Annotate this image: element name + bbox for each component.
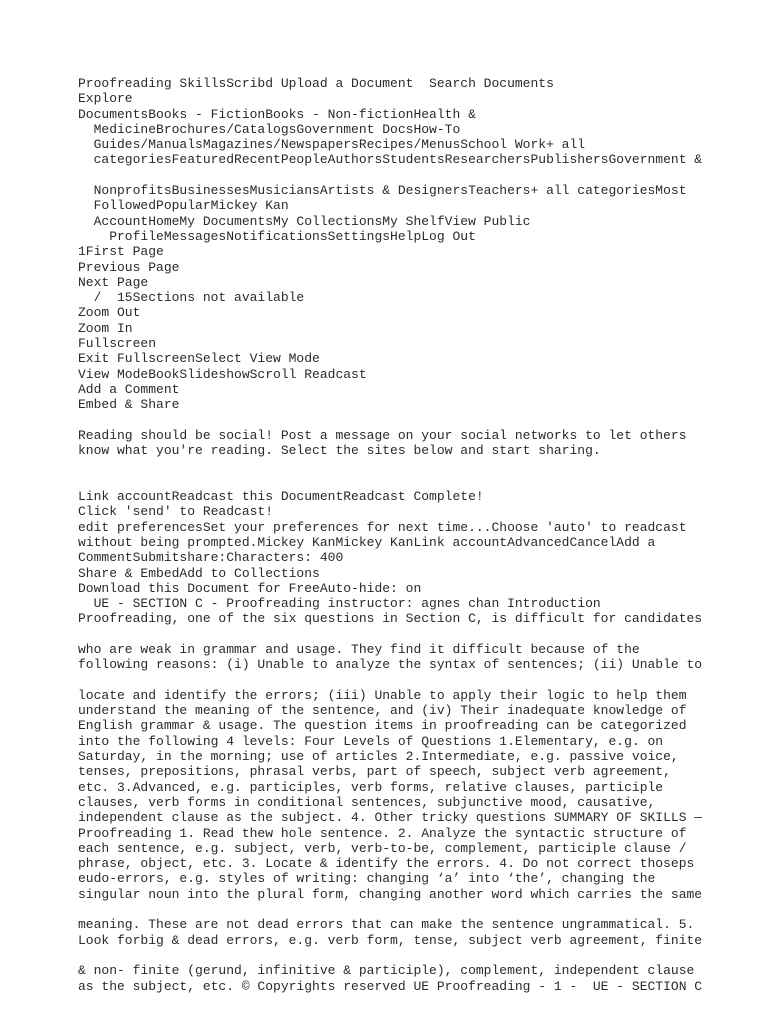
- document-text-line: Look forbig & dead errors, e.g. verb form, tense, subject verb agreement, finite: [78, 932, 703, 948]
- document-text-line: understand the meaning of the sentence, and (iv) Their inadequate knowledge of: [78, 703, 687, 719]
- account-menu-line-1[interactable]: FollowedPopularMickey Kan: [78, 198, 289, 214]
- share-embed-collections-line[interactable]: Share & EmbedAdd to Collections: [78, 565, 320, 581]
- categories-menu-line-2[interactable]: MedicineBrochures/CatalogsGovernment DocsHow-To: [78, 121, 461, 137]
- document-text-line: locate and identify the errors; (iii) Unable to apply their logic to help them: [78, 687, 687, 703]
- zoom-in-button[interactable]: Zoom In: [78, 320, 133, 336]
- zoom-out-button[interactable]: Zoom Out: [78, 305, 141, 321]
- readcast-line-5[interactable]: CommentSubmitshare:Characters: 400: [78, 550, 344, 566]
- readcast-line-4[interactable]: without being prompted.Mickey KanMickey KanLink accountAdvancedCancelAdd a: [78, 534, 656, 550]
- fullscreen-button[interactable]: Fullscreen: [78, 336, 157, 352]
- categories-menu-line-5[interactable]: NonprofitsBusinessesMusiciansArtists & DesignersTeachers+ all categoriesMost: [78, 183, 687, 199]
- document-text-line: tenses, prepositions, phrasal verbs, part of speech, subject verb agreement,: [78, 764, 671, 780]
- document-page: [78, 76, 768, 994]
- document-text-line: etc. 3.Advanced, e.g. participles, verb forms, relative clauses, participle: [78, 779, 664, 795]
- spacer: [78, 413, 768, 428]
- download-document-line[interactable]: Download this Document for FreeAuto-hide: on: [78, 580, 422, 596]
- categories-menu-line-3[interactable]: Guides/ManualsMagazines/NewspapersRecipes/MenusSchool Work+ all: [78, 137, 586, 153]
- document-text-line: & non- finite (gerund, infinitive & participle), complement, independent clause: [78, 963, 695, 979]
- document-text-line: following reasons: (i) Unable to analyze the syntax of sentences; (ii) Unable to: [78, 657, 703, 673]
- readcast-line-1[interactable]: Link accountReadcast this DocumentReadcast Complete!: [78, 489, 484, 505]
- document-text-line: singular noun into the plural form, changing another word which carries the same: [78, 886, 703, 902]
- spacer: [78, 474, 768, 489]
- document-text-line: Proofreading 1. Read thew hole sentence. 2. Analyze the syntactic structure of: [78, 825, 687, 841]
- account-menu-line-3[interactable]: ProfileMessagesNotificationsSettingsHelpLog Out: [78, 228, 476, 244]
- spacer: [78, 458, 768, 473]
- document-text-line: each sentence, e.g. subject, verb, verb-to-be, complement, participle clause /: [78, 840, 687, 856]
- readcast-line-2: Click 'send' to Readcast!: [78, 504, 274, 520]
- account-menu-line-2[interactable]: AccountHomeMy DocumentsMy CollectionsMy ShelfView Public: [78, 213, 531, 229]
- document-text-line: independent clause as the subject. 4. Other tricky questions SUMMARY OF SKILLS —: [78, 810, 703, 826]
- categories-menu-line-4[interactable]: categoriesFeaturedRecentPeopleAuthorsStudentsResearchersPublishersGovernment &: [78, 152, 703, 168]
- embed-share-button[interactable]: Embed & Share: [78, 397, 180, 413]
- readcast-line-3[interactable]: edit preferencesSet your preferences for next time...Choose 'auto' to readcast: [78, 519, 687, 535]
- document-text-line: eudo-errors, e.g. styles of writing: changing ‘a’ into ‘the’, changing the: [78, 871, 656, 887]
- document-text-line: clauses, verb forms in conditional sentences, subjunctive mood, causative,: [78, 794, 656, 810]
- exit-fullscreen-button[interactable]: Exit FullscreenSelect View Mode: [78, 351, 320, 367]
- categories-menu-line-1[interactable]: DocumentsBooks - FictionBooks - Non-fictionHealth &: [78, 106, 476, 122]
- spacer: [78, 627, 768, 642]
- spacer: [78, 948, 768, 963]
- spacer: [78, 673, 768, 688]
- header-bar[interactable]: Proofreading SkillsScribd Upload a Document Search Documents: [78, 76, 554, 91]
- document-text-line: English grammar & usage. The question items in proofreading can be categorized: [78, 718, 687, 734]
- document-text-line: meaning. These are not dead errors that can make the sentence ungrammatical. 5.: [78, 917, 695, 933]
- view-mode-menu[interactable]: View ModeBookSlideshowScroll Readcast: [78, 366, 367, 382]
- spacer: [78, 902, 768, 917]
- document-text-line: Saturday, in the morning; use of articles 2.Intermediate, e.g. passive voice,: [78, 749, 679, 765]
- document-text-line: who are weak in grammar and usage. They find it difficult because of the: [78, 641, 640, 657]
- social-message-line-2: know what you're reading. Select the sites below and start sharing.: [78, 443, 601, 459]
- document-text-line: into the following 4 levels: Four Levels of Questions 1.Elementary, e.g. on: [78, 733, 664, 749]
- previous-page-button[interactable]: Previous Page: [78, 259, 180, 275]
- spacer: [78, 168, 768, 183]
- page-count-label: / 15Sections not available: [78, 290, 305, 306]
- document-text-line: UE - SECTION C - Proofreading instructor: agnes chan Introduction: [78, 596, 601, 612]
- document-text-line: phrase, object, etc. 3. Locate & identify the errors. 4. Do not correct thoseps: [78, 856, 695, 872]
- first-page-button[interactable]: 1First Page: [78, 244, 164, 260]
- explore-link[interactable]: Explore: [78, 91, 133, 107]
- document-text-line: Proofreading, one of the six questions in Section C, is difficult for candidates: [78, 611, 703, 627]
- next-page-button[interactable]: Next Page: [78, 274, 149, 290]
- document-text-line: as the subject, etc. © Copyrights reserved UE Proofreading - 1 - UE - SECTION C: [78, 978, 703, 994]
- add-comment-button[interactable]: Add a Comment: [78, 381, 180, 397]
- social-message-line-1: Reading should be social! Post a message on your social networks to let others: [78, 427, 687, 443]
